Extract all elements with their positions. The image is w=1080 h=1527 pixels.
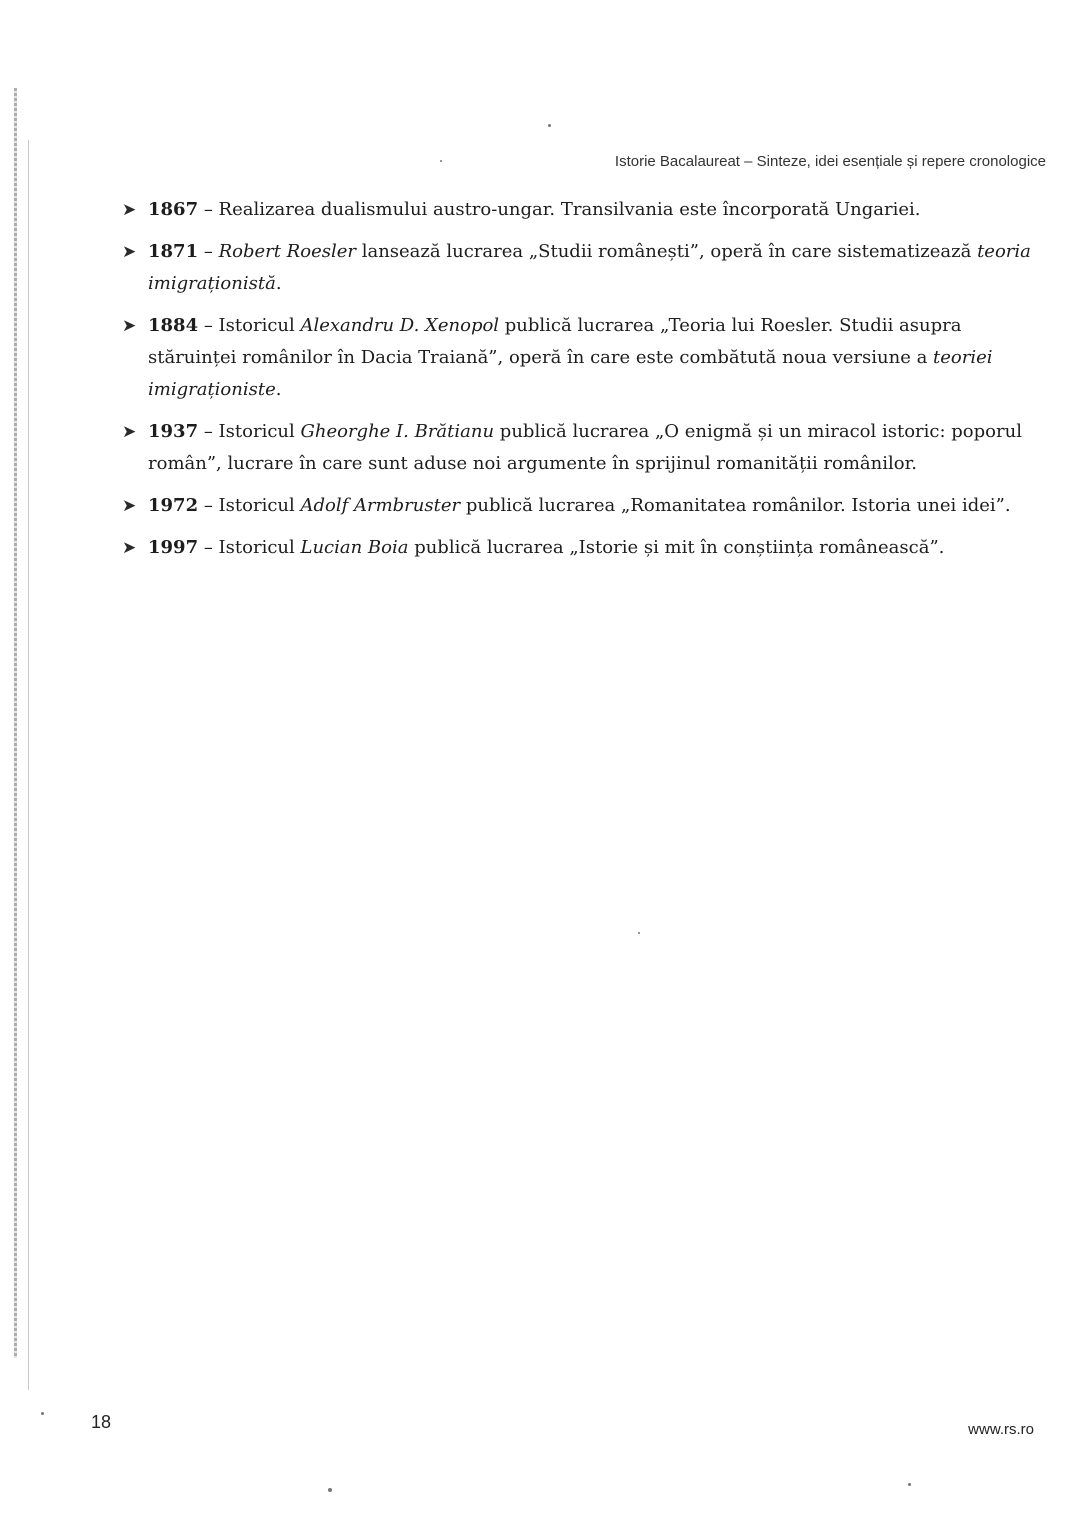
entry-text: – Istoricul — [198, 421, 301, 442]
arrow-bullet-icon: ➤ — [122, 200, 137, 220]
timeline-entry-1937 — [122, 416, 1052, 480]
binding-edge-shadow — [14, 88, 17, 1358]
author-name: Lucian Boia — [300, 537, 409, 558]
arrow-bullet-icon: ➤ — [122, 316, 137, 336]
publisher-website: www.rs.ro — [968, 1421, 1034, 1438]
author-name: Alexandru D. Xenopol — [300, 315, 500, 336]
timeline-entry-1867 — [122, 194, 1052, 226]
binding-edge-line — [28, 140, 29, 1390]
scan-speck — [638, 932, 640, 934]
timeline-entry-1997 — [122, 532, 1052, 564]
author-name: Robert Roesler — [218, 241, 356, 262]
arrow-bullet-icon: ➤ — [122, 538, 137, 558]
entry-year: 1937 — [148, 421, 199, 442]
timeline-entry-1972 — [122, 490, 1052, 522]
arrow-bullet-icon: ➤ — [122, 496, 137, 516]
timeline-entry-1871 — [122, 236, 1052, 300]
scan-speck — [548, 124, 551, 127]
key-term: teoriei imigraționiste — [148, 347, 993, 400]
author-name: Gheorghe I. Brătianu — [300, 421, 495, 442]
entry-text: – — [198, 241, 219, 262]
entry-text: . — [275, 379, 282, 400]
entry-year: 1972 — [148, 495, 199, 516]
scan-speck — [41, 1412, 44, 1415]
entry-text: publică lucrarea „O enigmă și un miracol istoric: poporul român”, lucrare în care sunt aduse noi argumente în sprijinul romanității românilor. — [148, 421, 1022, 474]
author-name: Adolf Armbruster — [300, 495, 461, 516]
entry-text: . — [275, 273, 282, 294]
timeline-entry-1884 — [122, 310, 1052, 406]
entry-text: – Istoricul — [198, 315, 301, 336]
scan-speck — [328, 1488, 332, 1492]
entry-text: lansează lucrarea „Studii românești”, operă în care sistematizează — [355, 241, 978, 262]
key-term: teoria imigraționistă — [148, 241, 1031, 294]
entry-text: publică lucrarea „Romanitatea românilor. Istoria unei idei”. — [460, 495, 1011, 516]
arrow-bullet-icon: ➤ — [122, 242, 137, 262]
chronology-list — [122, 194, 1052, 574]
entry-year: 1867 — [148, 199, 199, 220]
entry-year: 1884 — [148, 315, 199, 336]
entry-text: publică lucrarea „Teoria lui Roesler. Studii asupra stăruinței românilor în Dacia Traiană”, operă în care este combătută noua versiune a — [148, 315, 962, 368]
page-number: 18 — [91, 1412, 112, 1432]
entry-year: 1871 — [148, 241, 199, 262]
scan-speck — [908, 1483, 911, 1486]
entry-text: – Realizarea dualismului austro-ungar. Transilvania este încorporată Ungariei. — [198, 199, 921, 220]
entry-text: – Istoricul — [198, 537, 301, 558]
entry-text: publică lucrarea „Istorie și mit în conștiința românească”. — [408, 537, 945, 558]
entry-text: – Istoricul — [198, 495, 301, 516]
scan-speck — [440, 160, 442, 162]
running-header: Istorie Bacalaureat – Sinteze, idei esențiale și repere cronologice — [614, 153, 1046, 170]
entry-year: 1997 — [148, 537, 199, 558]
arrow-bullet-icon: ➤ — [122, 422, 137, 442]
